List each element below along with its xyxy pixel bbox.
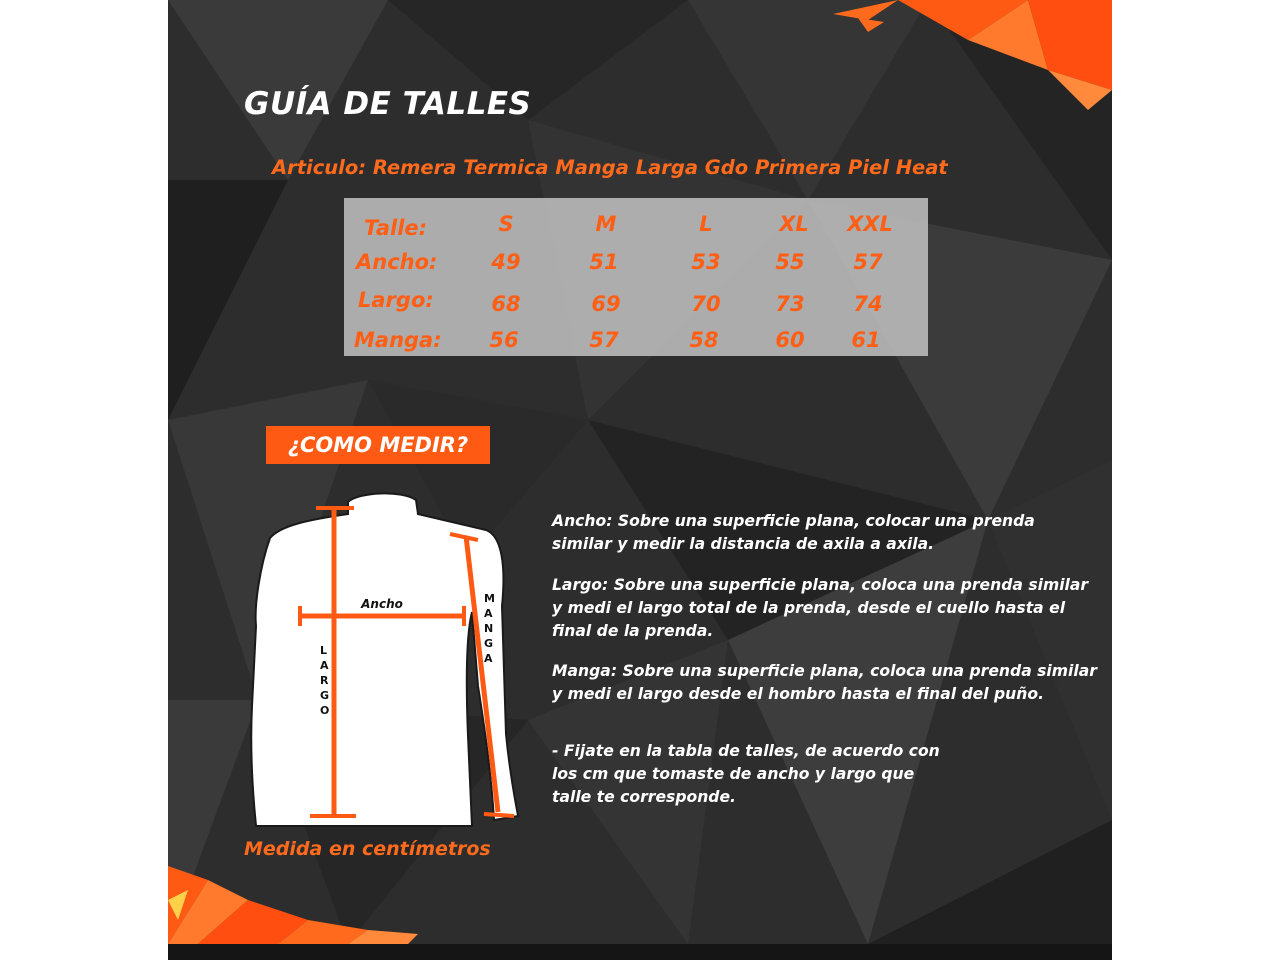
units-note: Medida en centímetros bbox=[244, 838, 491, 860]
ancho-instruction-text: Ancho: Sobre una superficie plana, colocar una prenda similar y medir la distancia de axila a axila. bbox=[552, 512, 1035, 553]
size-header: L bbox=[699, 212, 713, 236]
size-guide-poster bbox=[168, 0, 1112, 944]
table-cell: 70 bbox=[691, 292, 721, 316]
manga-label: M A N G A bbox=[484, 592, 495, 665]
bottom-strip bbox=[168, 944, 1112, 960]
table-cell: 69 bbox=[591, 292, 621, 316]
ancho-label: Ancho bbox=[361, 597, 403, 611]
row-label-manga: Manga: bbox=[354, 328, 442, 352]
table-cell: 53 bbox=[691, 250, 721, 274]
size-header: XXL bbox=[847, 212, 893, 236]
ancho-instruction bbox=[552, 510, 1092, 556]
table-cell: 49 bbox=[491, 250, 521, 274]
largo-label: L A R G O bbox=[320, 644, 330, 717]
row-label-largo: Largo: bbox=[358, 288, 434, 312]
table-cell: 68 bbox=[491, 292, 521, 316]
shirt-diagram bbox=[240, 486, 530, 830]
table-cell: 61 bbox=[851, 328, 881, 352]
article-name: Articulo: Remera Termica Manga Larga Gdo Primera Piel Heat bbox=[272, 156, 948, 179]
largo-instruction-text: Largo: Sobre una superficie plana, coloca una prenda similar y medi el largo total de la prenda, desde el cuello hasta el final de la prenda. bbox=[552, 576, 1089, 640]
size-header: S bbox=[498, 212, 514, 236]
table-cell: 60 bbox=[775, 328, 805, 352]
largo-instruction bbox=[552, 574, 1096, 643]
size-note bbox=[552, 740, 942, 809]
row-label-ancho: Ancho: bbox=[356, 250, 438, 274]
size-table bbox=[344, 198, 928, 356]
table-cell: 55 bbox=[775, 250, 805, 274]
table-cell: 73 bbox=[775, 292, 805, 316]
table-cell: 74 bbox=[853, 292, 883, 316]
table-cell: 56 bbox=[489, 328, 519, 352]
table-cell: 57 bbox=[589, 328, 619, 352]
manga-instruction-text: Manga: Sobre una superficie plana, coloca una prenda similar y medi el largo desde el hombro hasta el final del puño. bbox=[552, 662, 1097, 703]
manga-instruction bbox=[552, 660, 1100, 706]
table-cell: 51 bbox=[589, 250, 619, 274]
table-cell: 57 bbox=[853, 250, 883, 274]
table-cell: 58 bbox=[689, 328, 719, 352]
page-title: GUÍA DE TALLES bbox=[244, 86, 532, 122]
size-note-text: - Fijate en la tabla de talles, de acuerdo con los cm que tomaste de ancho y largo que talle te corresponde. bbox=[552, 742, 940, 806]
how-to-measure-banner: ¿COMO MEDIR? bbox=[266, 426, 490, 464]
table-header-label: Talle: bbox=[364, 216, 428, 240]
size-header: XL bbox=[779, 212, 809, 236]
size-header: M bbox=[595, 212, 617, 236]
